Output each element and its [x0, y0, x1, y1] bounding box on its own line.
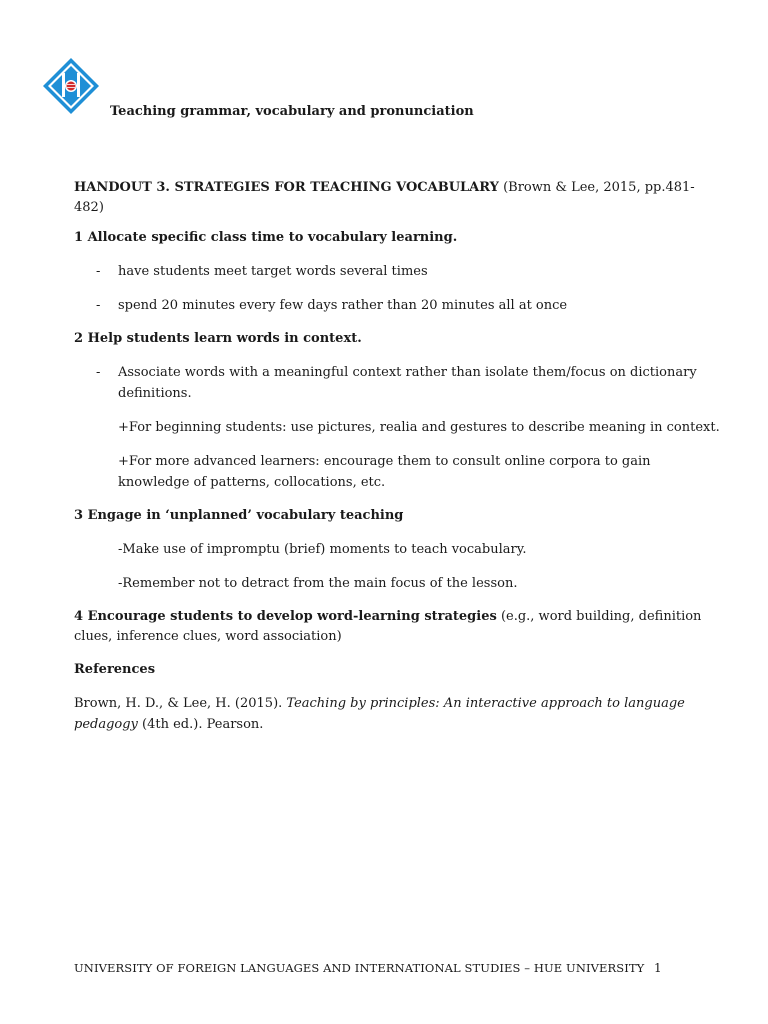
- footer-institution: UNIVERSITY OF FOREIGN LANGUAGES AND INTERNATIONAL STUDIES – HUE UNIVERSITY: [74, 961, 645, 975]
- list-item: [74, 362, 724, 404]
- section-3-heading: 3 Engage in ‘unplanned’ vocabulary teaching: [74, 508, 404, 523]
- list-item: [74, 295, 724, 316]
- note-advanced-learners: +For more advanced learners: encourage them to consult online corpora to gain knowledge of patterns, collocations, etc.: [118, 454, 651, 490]
- handout-citation: (Brown & Lee, 2015, pp.481-482): [74, 180, 695, 215]
- bullet-dash: -: [96, 365, 101, 380]
- section-4-heading-main: 4 Encourage students to develop word-learning strategies: [74, 609, 497, 624]
- note-impromptu: -Make use of impromptu (brief) moments to teach vocabulary.: [118, 542, 527, 557]
- section-2-heading: 2 Help students learn words in context.: [74, 331, 362, 346]
- handout-title-main: HANDOUT 3. STRATEGIES FOR TEACHING VOCABULARY: [74, 180, 499, 195]
- section-1-heading: 1 Allocate specific class time to vocabulary learning.: [74, 230, 458, 245]
- reference-title: Teaching by principles: An interactive approach to language pedagogy: [74, 696, 685, 732]
- course-title: Teaching grammar, vocabulary and pronunciation: [110, 104, 474, 119]
- reference-authors: Brown, H. D., & Lee, H. (2015).: [74, 696, 287, 711]
- note-beginning-students: +For beginning students: use pictures, realia and gestures to describe meaning in context.: [118, 420, 720, 435]
- section-4-heading: [74, 607, 724, 647]
- university-logo: [42, 57, 100, 115]
- bullet-dash: -: [96, 298, 101, 313]
- bullet-text: Associate words with a meaningful context rather than isolate them/focus on dictionary definitions.: [118, 365, 697, 401]
- page-number: 1: [654, 961, 662, 975]
- handout-body: [74, 178, 724, 735]
- references-heading: References: [74, 662, 156, 677]
- bullet-text: have students meet target words several times: [118, 264, 428, 279]
- handout-title: [74, 178, 724, 218]
- reference-entry: [74, 693, 724, 735]
- list-item: [74, 261, 724, 282]
- note-main-focus: -Remember not to detract from the main focus of the lesson.: [118, 576, 518, 591]
- bullet-dash: -: [96, 264, 101, 279]
- section-4-examples: (e.g., word building, definition clues, inference clues, word association): [74, 609, 702, 644]
- reference-edition: (4th ed.). Pearson.: [137, 717, 264, 732]
- bullet-text: spend 20 minutes every few days rather than 20 minutes all at once: [118, 298, 568, 313]
